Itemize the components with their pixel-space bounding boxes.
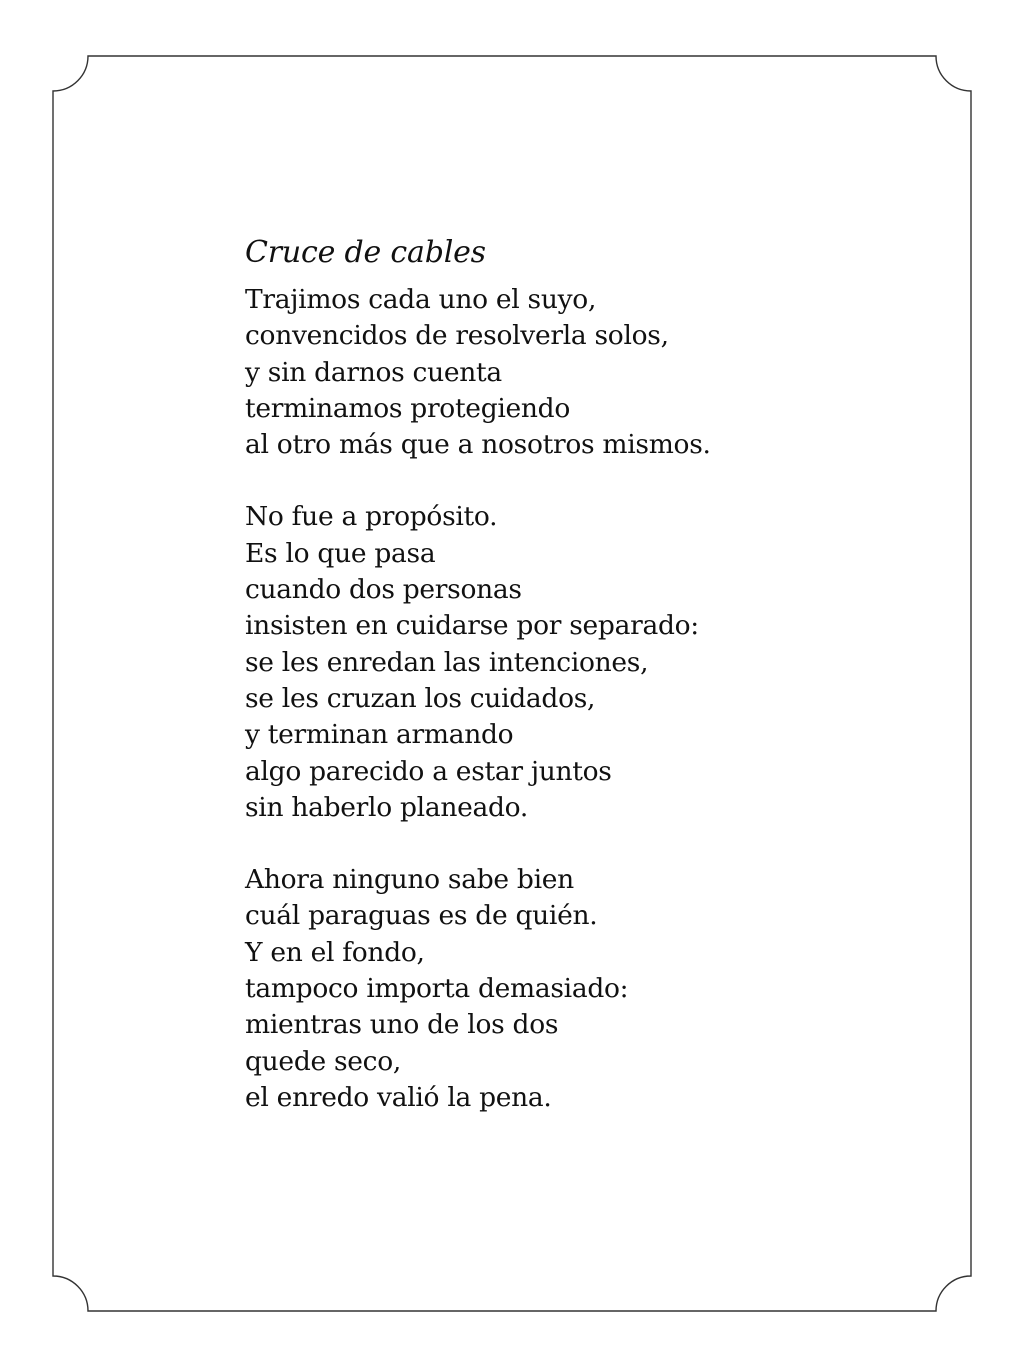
- poem-line: Es lo que pasa: [245, 537, 436, 569]
- poem-line: el enredo valió la pena.: [245, 1081, 552, 1113]
- poem-line: al otro más que a nosotros mismos.: [245, 429, 711, 461]
- poem-line: quede seco,: [245, 1045, 401, 1077]
- poem-line: cuál paraguas es de quién.: [245, 900, 598, 932]
- poem-line: sin haberlo planeado.: [245, 791, 528, 823]
- poem-line: Y en el fondo,: [245, 936, 425, 968]
- poem-line: terminamos protegiendo: [245, 392, 570, 424]
- stanza-2: [245, 499, 885, 826]
- poem-line: Trajimos cada uno el suyo,: [245, 284, 597, 315]
- stanza-3: [245, 862, 885, 1116]
- poem-line: se les cruzan los cuidados,: [245, 682, 596, 714]
- poem-line: mientras uno de los dos: [245, 1009, 559, 1041]
- poem-line: se les enredan las intenciones,: [245, 646, 649, 678]
- poem-line: convencidos de resolverla solos,: [245, 320, 669, 352]
- poem-line: cuando dos personas: [245, 574, 522, 606]
- poem-line: y sin darnos cuenta: [245, 356, 502, 388]
- poem-title: Cruce de cables: [245, 235, 486, 270]
- poem: [245, 232, 885, 1116]
- poem-line: No fue a propósito.: [245, 501, 498, 533]
- stanza-1: [245, 282, 885, 463]
- poem-line: insisten en cuidarse por separado:: [245, 610, 699, 642]
- poem-line: algo parecido a estar juntos: [245, 755, 612, 787]
- poem-line: tampoco importa demasiado:: [245, 973, 629, 1005]
- poem-line: y terminan armando: [245, 719, 514, 751]
- poem-line: Ahora ninguno sabe bien: [245, 864, 574, 896]
